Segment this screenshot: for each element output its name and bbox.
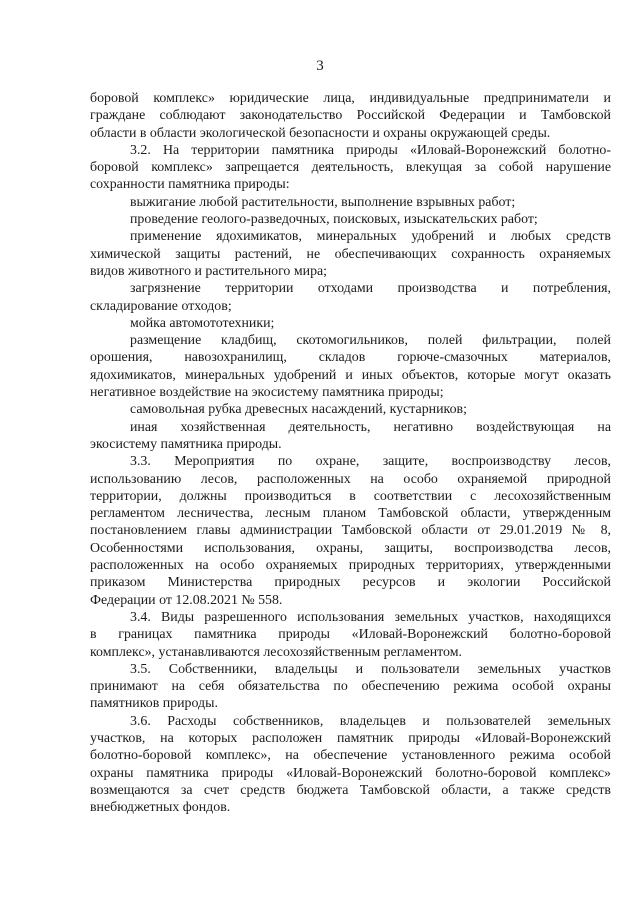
text-line: расположенных на особо охраняемых природных территориях, утвержденными (90, 558, 611, 574)
text-line: видов животного и растительного мира; (90, 263, 328, 279)
paragraph-3-5 (90, 661, 611, 713)
text-line: негативное воздействие на экосистему памятника природы; (90, 385, 444, 401)
text-line: 3.2. На территории памятника природы «Иловай-Воронежский болотно- (130, 142, 611, 158)
text-line: охраны памятника природы «Иловай-Воронежский болотно-боровой комплекс» (90, 765, 611, 781)
text-line: территории, должны производиться в соответствии с лесохозяйственным (90, 488, 611, 504)
text-line: самовольная рубка древесных насаждений, кустарников; (130, 402, 467, 418)
paragraph-3-4 (90, 609, 611, 661)
text-line: граждане соблюдают законодательство Российской Федерации и Тамбовской (90, 108, 611, 124)
text-line: химической защиты растений, не обеспечивающих сохранность охраняемых (90, 246, 611, 262)
text-line: размещение кладбищ, скотомогильников, полей фильтрации, полей (130, 333, 611, 349)
list-item (90, 419, 611, 454)
text-line: принимают на себя обязательства по обеспечению режима особой охраны (90, 679, 611, 695)
text-line: участков, на которых расположен памятник природы «Иловай-Воронежский (90, 730, 611, 746)
text-line: выжигание любой растительности, выполнение взрывных работ; (130, 194, 516, 210)
text-line: болотно-боровой комплекс», на обеспечение установленного режима особой (90, 748, 611, 764)
text-line: 3.3. Мероприятия по охране, защите, воспроизводству лесов, (130, 454, 611, 470)
paragraph-3-2 (90, 142, 611, 194)
paragraph-3-1-continuation (90, 90, 611, 142)
text-line: комплекс», устанавливаются лесохозяйственным регламентом. (90, 644, 462, 660)
text-line: 3.6. Расходы собственников, владельцев и пользователей земельных (130, 713, 611, 729)
list-item (90, 280, 611, 315)
text-line: 3.5. Собственники, владельцы и пользователи земельных участков (130, 661, 611, 677)
paragraph-3-6 (90, 713, 611, 817)
page-number: 3 (316, 58, 324, 74)
document-body (90, 90, 611, 816)
text-line: сохранности памятника природы: (90, 177, 290, 193)
text-line: области в области экологической безопасности и охраны окружающей среды. (90, 125, 551, 141)
list-item (90, 315, 611, 332)
text-line: использованию лесов, расположенных на особо охраняемой природной (90, 471, 611, 487)
text-line: мойка автомототехники; (130, 315, 275, 331)
text-line: 3.4. Виды разрешенного использования земельных участков, находящихся (130, 609, 611, 625)
text-line: загрязнение территории отходами производства и потребления, (130, 281, 611, 297)
text-line: внебюджетных фондов. (90, 800, 231, 816)
list-item (90, 211, 611, 228)
text-line: применение ядохимикатов, минеральных удобрений и любых средств (130, 229, 611, 245)
paragraph-3-3 (90, 453, 611, 609)
text-line: складирование отходов; (90, 298, 232, 314)
text-line: иная хозяйственная деятельность, негативно воздействующая на (130, 419, 611, 435)
list-item (90, 228, 611, 280)
text-line: постановлением главы администрации Тамбовской области от 29.01.2019 № 8, (90, 523, 611, 539)
text-line: в границах памятника природы «Иловай-Воронежский болотно-боровой (90, 627, 611, 643)
list-item (90, 401, 611, 418)
list-item (90, 332, 611, 401)
text-line: боровой комплекс» юридические лица, индивидуальные предприниматели и (90, 91, 611, 106)
text-line: регламентом лесничества, лесным планом Тамбовской области, утвержденным (90, 506, 611, 522)
text-line: Особенностями использования, охраны, защиты, воспроизводства лесов, (90, 540, 611, 556)
text-line: орошения, навозохранилищ, складов горюче-смазочных материалов, (90, 350, 611, 366)
text-line: приказом Министерства природных ресурсов и экологии Российской (90, 575, 611, 591)
text-line: ядохимикатов, минеральных удобрений и иных объектов, которые могут оказать (90, 367, 611, 383)
text-line: боровой комплекс» запрещается деятельность, влекущая за собой нарушение (90, 160, 611, 176)
text-line: экосистему памятника природы. (90, 436, 282, 452)
text-line: Федерации от 12.08.2021 № 558. (90, 592, 283, 608)
text-line: возмещаются за счет средств бюджета Тамбовской области, а также средств (90, 782, 611, 798)
list-item (90, 194, 611, 211)
text-line: проведение геолого-разведочных, поисковых, изыскательских работ; (130, 212, 538, 228)
text-line: памятников природы. (90, 696, 218, 712)
